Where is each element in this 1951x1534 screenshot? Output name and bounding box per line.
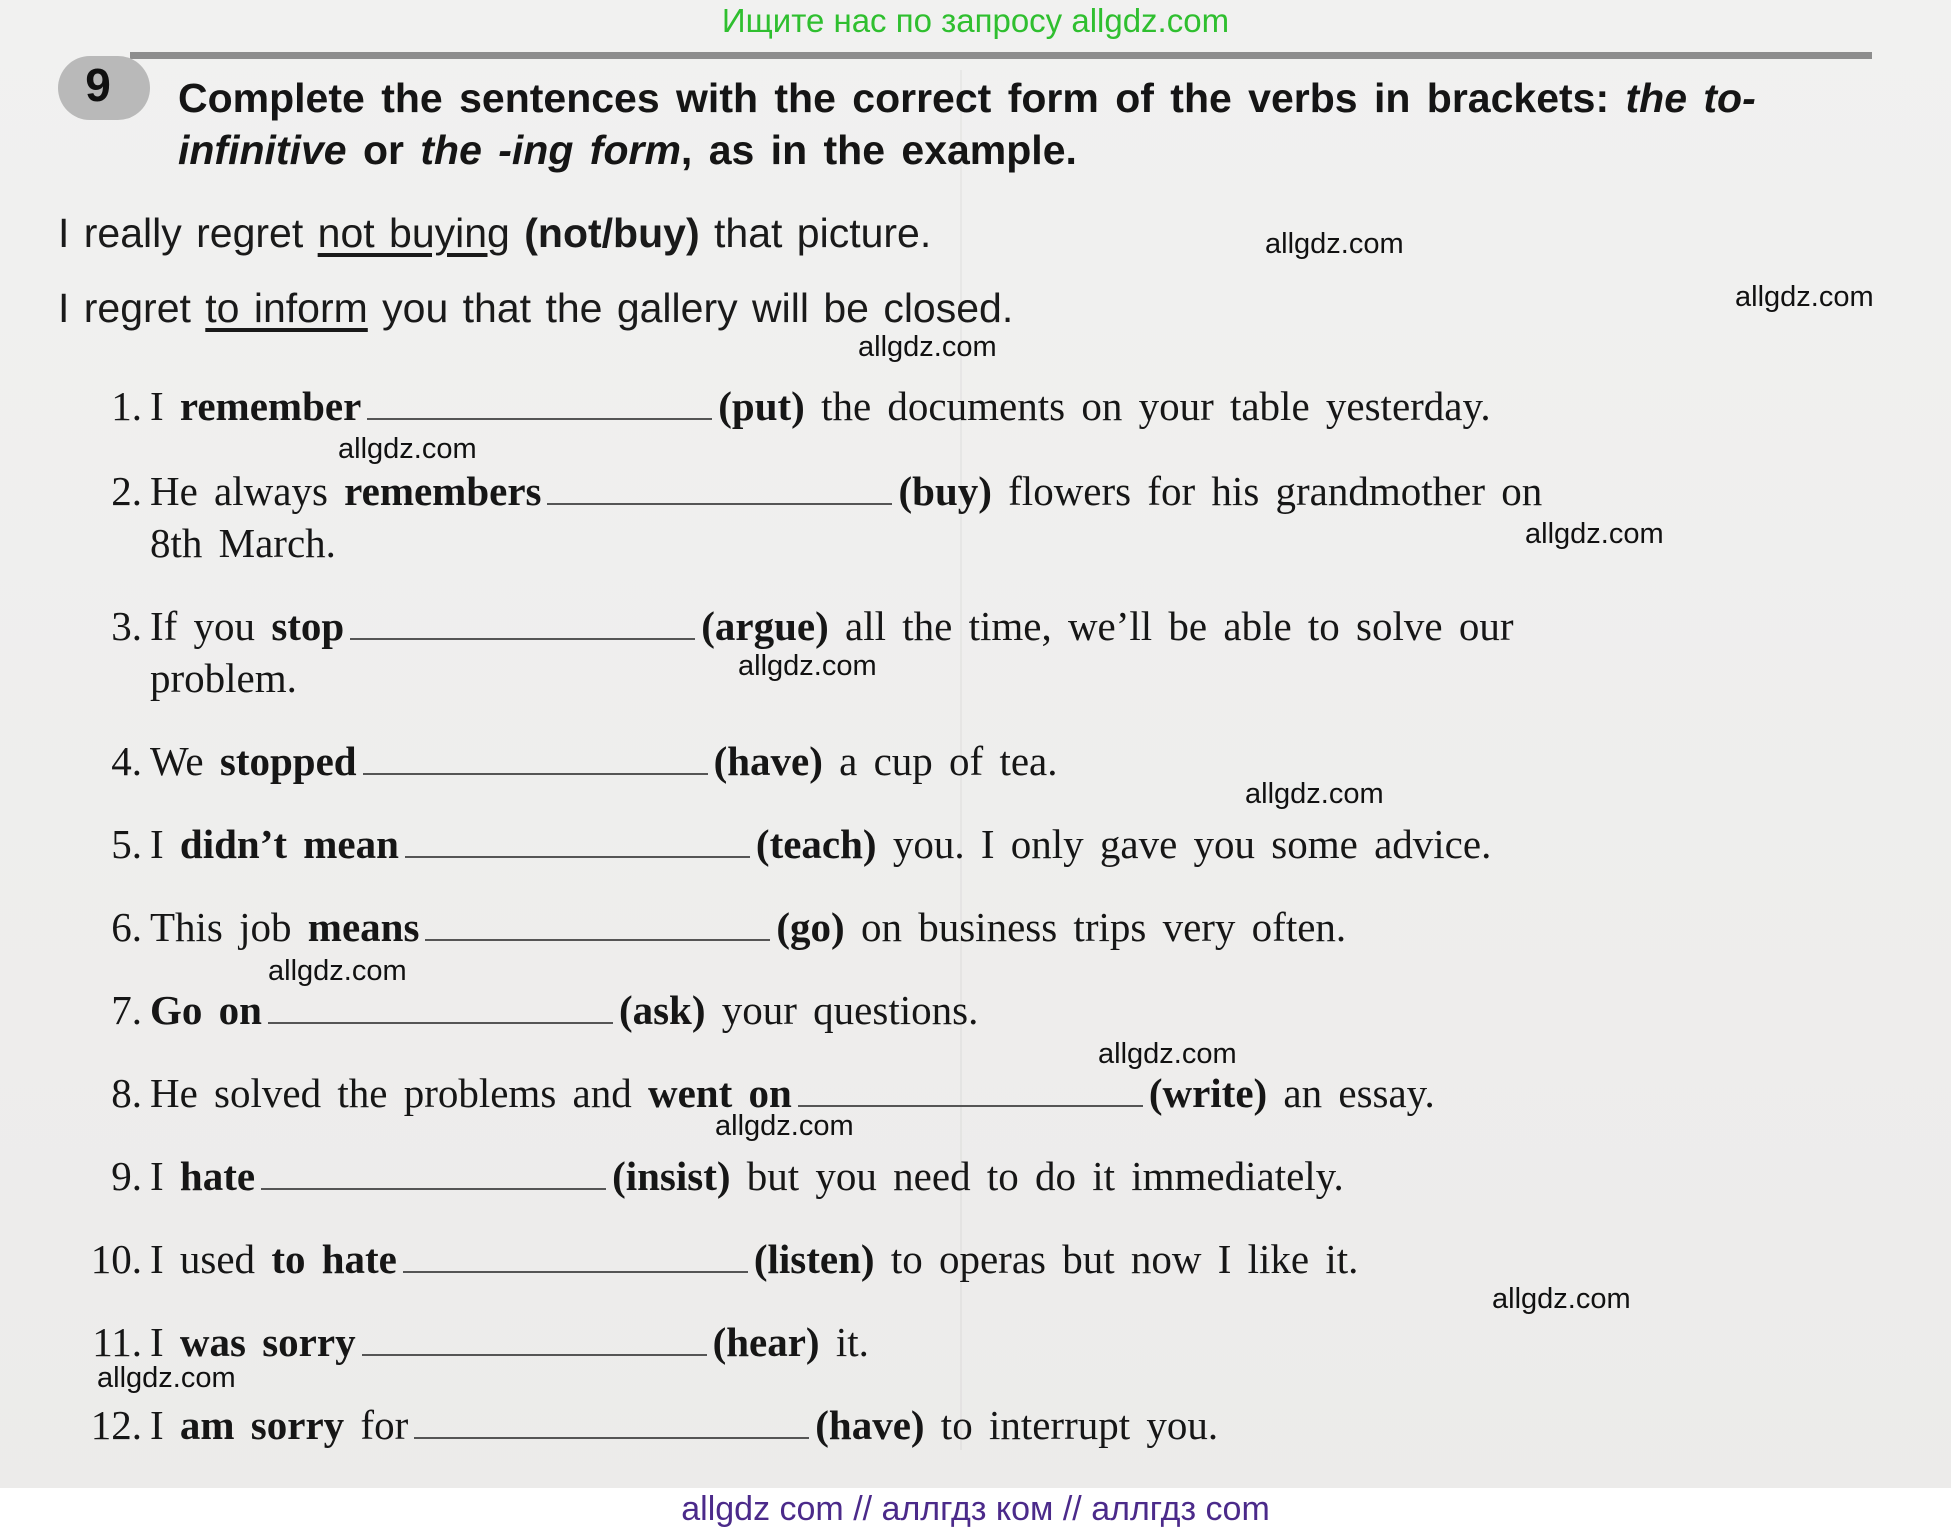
example-text: I regret [58,285,206,331]
item-key-phrase: am sorry [179,1402,345,1448]
item-verb: (buy) [898,468,992,514]
exercise-instruction [178,72,1873,176]
watermark: allgdz.com [97,1362,236,1394]
item-verb: (teach) [755,821,877,867]
example-answer: to inform [205,285,368,331]
example-text: that picture. [699,210,932,256]
item-text: I [150,1402,180,1448]
instruction-text: Complete the sentences with the correct form of the verbs in brackets: [178,75,1626,121]
item-number: 11. [92,1319,142,1365]
item-text: the documents on your table yesterday. [804,383,1491,429]
item-key-phrase: remembers [344,468,542,514]
item-text: He solved the problems and [150,1070,648,1116]
item-key-phrase: hate [179,1153,256,1199]
exercise-number-badge [58,56,150,120]
item-text: you. I only gave you some advice. [876,821,1492,867]
answer-blank[interactable] [798,1075,1143,1107]
item-number: 9. [111,1153,142,1199]
item-verb: (hear) [712,1319,820,1365]
item-text: This job [150,904,308,950]
item-number: 1. [111,383,142,429]
exercise-item [58,1316,1878,1368]
item-text: We [150,738,220,784]
exercise-number: 9 [85,59,111,111]
example-answer: not buying [317,210,510,256]
item-key-phrase: didn’t mean [179,821,399,867]
watermark: allgdz.com [338,433,477,465]
item-key-phrase: remember [179,383,362,429]
answer-blank[interactable] [261,1158,606,1190]
answer-blank[interactable] [350,608,695,640]
item-verb: (put) [718,383,805,429]
item-text: I [150,821,180,867]
item-text: but you need to do it immediately. [730,1153,1344,1199]
answer-blank[interactable] [414,1407,809,1439]
item-text: for [344,1402,409,1448]
item-text: it. [819,1319,869,1365]
item-text: If you [150,603,272,649]
item-key-phrase: means [307,904,420,950]
item-key-phrase: stop [271,603,345,649]
answer-blank[interactable] [363,743,708,775]
example-text: I really regret [58,210,318,256]
answer-blank[interactable] [403,1241,748,1273]
item-number: 12. [90,1402,142,1448]
item-key-phrase: Go on [150,987,262,1033]
item-verb: (write) [1148,1070,1268,1116]
watermark: allgdz.com [1265,228,1404,260]
exercise-item [58,1067,1878,1119]
bottom-banner[interactable]: allgdz com // аллгдз ком // аллгдз com [681,1490,1270,1528]
item-text: I [150,1153,180,1199]
answer-blank[interactable] [362,1324,707,1356]
watermark: allgdz.com [858,331,997,363]
exercise-item [58,1399,1878,1451]
answer-blank[interactable] [405,826,750,858]
exercise-item [58,984,1878,1036]
item-number: 2. [111,468,142,514]
exercise-item [58,600,1878,704]
exercise-item [58,818,1878,870]
item-key-phrase: went on [647,1070,792,1116]
watermark: allgdz.com [1525,518,1664,550]
item-text: I used [150,1236,272,1282]
item-text: flowers for his grandmother on [991,468,1543,514]
top-banner[interactable]: Ищите нас по запросу allgdz.com [721,2,1230,39]
item-number: 8. [111,1070,142,1116]
item-text: on business trips very often. [844,904,1347,950]
instruction-text: or [346,127,421,173]
item-verb: (listen) [753,1236,875,1282]
item-continuation: problem. [150,655,297,701]
item-text: I [150,1319,180,1365]
item-verb: (go) [776,904,845,950]
item-key-phrase: to hate [271,1236,397,1282]
watermark: allgdz.com [1245,778,1384,810]
watermark: allgdz.com [268,955,407,987]
item-number: 4. [111,738,142,784]
item-verb: (insist) [612,1153,731,1199]
exercise-item [58,1233,1878,1285]
item-text: He always [150,468,345,514]
item-text: all the time, we’ll be able to solve our [828,603,1514,649]
watermark: allgdz.com [1492,1283,1631,1315]
header-rule [130,52,1872,59]
item-number: 3. [111,603,142,649]
instruction-italic: the -ing form [420,127,681,173]
item-text: your questions. [705,987,979,1033]
answer-blank[interactable] [547,473,892,505]
example-verb: (not/buy) [509,210,700,256]
exercise-item [58,1150,1878,1202]
item-number: 6. [111,904,142,950]
item-number: 10. [90,1236,142,1282]
answer-blank[interactable] [367,388,712,420]
exercise-item [58,465,1878,569]
watermark: allgdz.com [715,1110,854,1142]
item-text: an essay. [1267,1070,1435,1116]
item-text: I [150,383,180,429]
item-number: 7. [111,987,142,1033]
item-verb: (have) [815,1402,925,1448]
item-number: 5. [111,821,142,867]
exercise-item [58,901,1878,953]
example-sentence [58,210,931,257]
item-verb: (argue) [701,603,829,649]
watermark: allgdz.com [1735,281,1874,313]
example-sentence [58,285,1013,332]
item-text: a cup of tea. [822,738,1058,784]
exercise-item [58,735,1878,787]
watermark: allgdz.com [738,650,877,682]
item-verb: (ask) [618,987,706,1033]
item-verb: (have) [713,738,823,784]
example-text: you that the gallery will be closed. [367,285,1014,331]
answer-blank[interactable] [268,992,613,1024]
item-key-phrase: was sorry [179,1319,356,1365]
exercise-item [58,380,1878,432]
watermark: allgdz.com [1098,1038,1237,1070]
item-text: to interrupt you. [924,1402,1219,1448]
instruction-text: , as in the example. [680,127,1077,173]
instruction-italic: the to-infinitive [178,75,1756,173]
item-key-phrase: stopped [219,738,357,784]
item-continuation: 8th March. [150,520,336,566]
answer-blank[interactable] [425,909,770,941]
item-text: to operas but now I like it. [874,1236,1359,1282]
